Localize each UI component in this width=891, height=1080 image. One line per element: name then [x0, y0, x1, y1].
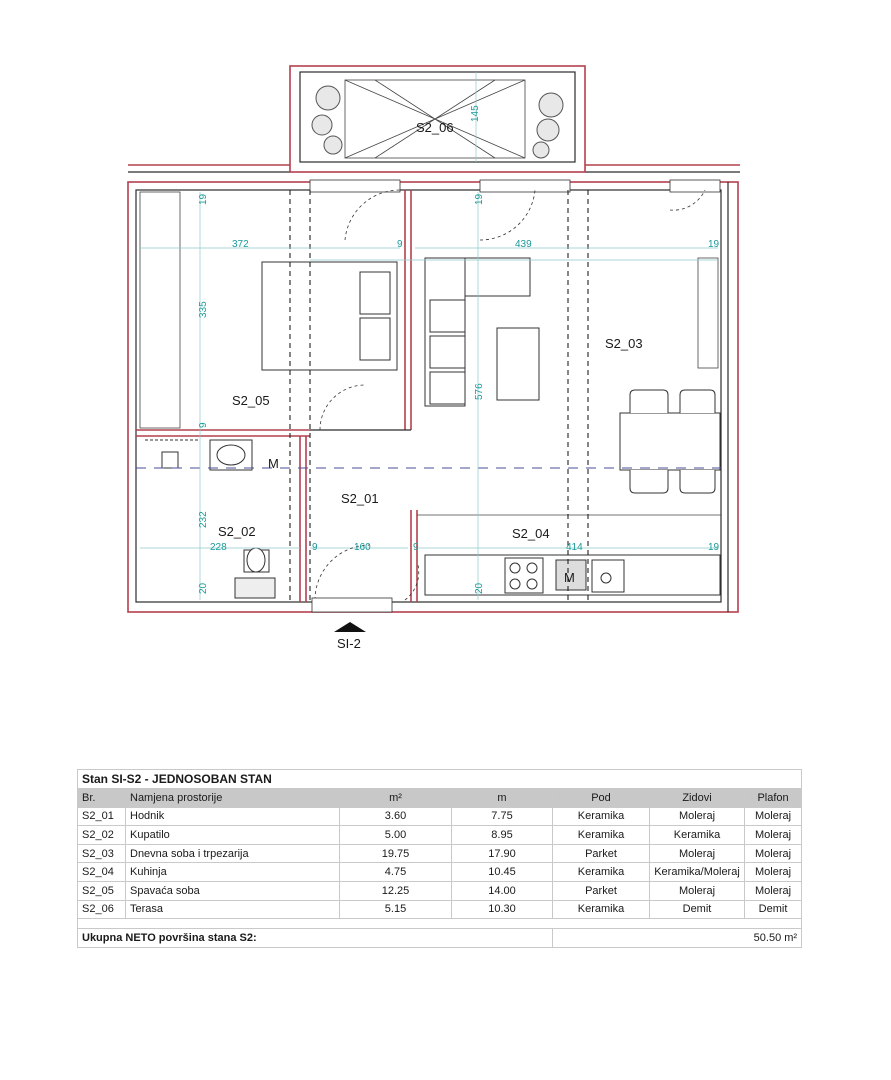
dim-9-a: 9	[397, 239, 403, 250]
dim-9-c: 9	[312, 542, 318, 553]
total-label: Ukupna NETO površina stana S2:	[78, 929, 553, 948]
table-cell: Keramika	[553, 826, 650, 845]
plant-left-icon	[312, 86, 342, 154]
entrance-label: SI-2	[337, 636, 361, 651]
table-row	[78, 826, 802, 845]
table-cell: Spavaća soba	[126, 881, 340, 900]
table-cell: Parket	[553, 844, 650, 863]
table-title: Stan SI-S2 - JEDNOSOBAN STAN	[78, 770, 802, 789]
room-label-s2-06: S2_06	[416, 120, 454, 135]
table-row	[78, 900, 802, 919]
table-cell: S2_06	[78, 900, 126, 919]
entrance-arrow-icon	[334, 622, 366, 632]
dim-232: 232	[198, 511, 209, 528]
table-cell: Moleraj	[650, 844, 745, 863]
table-cell: Kuhinja	[126, 863, 340, 882]
shaft-symbol-kitchen: M	[564, 570, 575, 585]
dim-145: 145	[470, 105, 481, 122]
table-cell: 19.75	[340, 844, 452, 863]
table-row	[78, 881, 802, 900]
table-cell: Moleraj	[650, 807, 745, 826]
terrace-room	[290, 66, 585, 172]
dim-372: 372	[232, 239, 249, 250]
header-namjena: Namjena prostorije	[126, 789, 340, 808]
room-label-s2-03: S2_03	[605, 336, 643, 351]
room-label-s2-01: S2_01	[341, 491, 379, 506]
table-cell: Moleraj	[745, 826, 802, 845]
table-cell: S2_02	[78, 826, 126, 845]
dim-19-c: 19	[708, 239, 720, 250]
dining-table-icon	[620, 390, 720, 493]
table-cell: 7.75	[452, 807, 553, 826]
dim-335: 335	[198, 301, 209, 318]
table-cell: 12.25	[340, 881, 452, 900]
dim-576: 576	[474, 383, 485, 400]
header-m2: m²	[340, 789, 452, 808]
table-cell: Parket	[553, 881, 650, 900]
table-cell: Keramika	[553, 807, 650, 826]
coffee-table-icon	[497, 328, 539, 400]
table-cell: Kupatilo	[126, 826, 340, 845]
table-cell: 5.00	[340, 826, 452, 845]
table-cell: Keramika	[553, 900, 650, 919]
table-cell: Moleraj	[650, 881, 745, 900]
header-plafon: Plafon	[745, 789, 802, 808]
bathroom-fixtures	[145, 440, 275, 598]
dim-19-a: 19	[198, 193, 209, 205]
table-cell: S2_03	[78, 844, 126, 863]
room-label-s2-05: S2_05	[232, 393, 270, 408]
table-cell: 17.90	[452, 844, 553, 863]
table-cell: 10.30	[452, 900, 553, 919]
header-pod: Pod	[553, 789, 650, 808]
table-row	[78, 807, 802, 826]
dim-19-b: 19	[474, 193, 485, 205]
table-row	[78, 863, 802, 882]
table-cell: Terasa	[126, 900, 340, 919]
table-cell: 14.00	[452, 881, 553, 900]
room-schedule-table	[77, 769, 801, 948]
table-cell: 5.15	[340, 900, 452, 919]
dim-439: 439	[515, 239, 532, 250]
table-cell: Keramika	[553, 863, 650, 882]
dim-9-d: 9	[413, 542, 419, 553]
table-cell: Demit	[745, 900, 802, 919]
dim-228: 228	[210, 542, 227, 553]
table-cell: Moleraj	[745, 807, 802, 826]
header-m: m	[452, 789, 553, 808]
shaft-symbol-bath: M	[268, 456, 279, 471]
table-cell: Dnevna soba i trpezarija	[126, 844, 340, 863]
table-cell: Keramika/Moleraj	[650, 863, 745, 882]
total-value: 50.50 m²	[553, 929, 802, 948]
table-row	[78, 844, 802, 863]
bed-icon	[262, 262, 397, 370]
room-label-s2-02: S2_02	[218, 524, 256, 539]
dim-160: 160	[354, 542, 371, 553]
table-cell: Moleraj	[745, 844, 802, 863]
plant-right-icon	[533, 93, 563, 158]
table-cell: S2_04	[78, 863, 126, 882]
table-cell: Demit	[650, 900, 745, 919]
room-label-s2-04: S2_04	[512, 526, 550, 541]
table-cell: S2_01	[78, 807, 126, 826]
dim-9-b: 9	[198, 422, 209, 428]
header-br: Br.	[78, 789, 126, 808]
dim-20-b: 20	[474, 582, 485, 594]
table-cell: Hodnik	[126, 807, 340, 826]
table-cell: Moleraj	[745, 863, 802, 882]
dim-414: 414	[566, 542, 583, 553]
dim-19-d: 19	[708, 542, 720, 553]
table-cell: 3.60	[340, 807, 452, 826]
table-cell: S2_05	[78, 881, 126, 900]
table-cell: 8.95	[452, 826, 553, 845]
table-cell: 4.75	[340, 863, 452, 882]
header-zidovi: Zidovi	[650, 789, 745, 808]
table-cell: Moleraj	[745, 881, 802, 900]
table-cell: 10.45	[452, 863, 553, 882]
dim-20-a: 20	[198, 582, 209, 594]
table-cell: Keramika	[650, 826, 745, 845]
